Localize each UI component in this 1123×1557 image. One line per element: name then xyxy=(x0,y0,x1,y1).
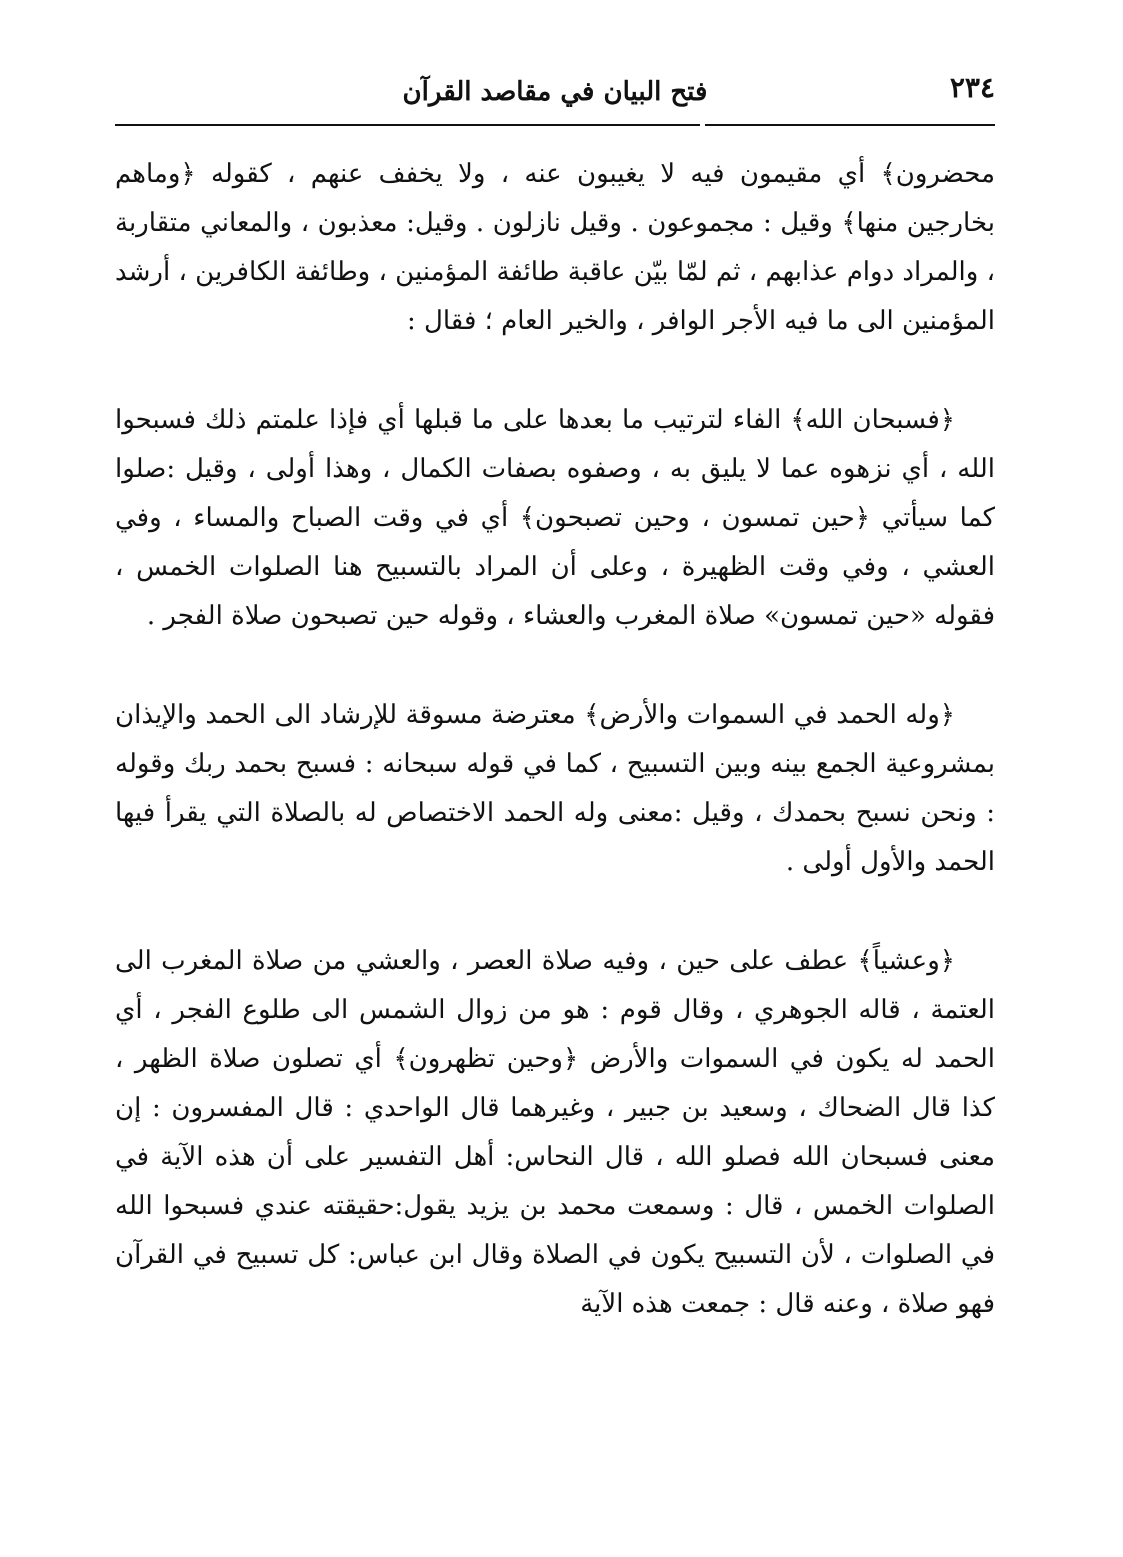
page-header xyxy=(115,62,995,126)
page-number: ٢٣٤ xyxy=(949,71,995,104)
paragraph-3: ﴿وله الحمد في السموات والأرض﴾ معترضة مسوقة للإرشاد الى الحمد والإيذان بمشروعية الجمع بينه وبين التسبيح ، كما في قوله سبحانه : فسبح بحمد ربك وقوله : ونحن نسبح بحمدك ، وقيل :معنى وله الحمد الاختصاص له بالصلاة التي يقرأ فيها الحمد والأول أولى . xyxy=(115,700,995,877)
header-rule-left xyxy=(115,124,700,126)
paragraph-4: ﴿وعشياً﴾ عطف على حين ، وفيه صلاة العصر ، والعشي من صلاة المغرب الى العتمة ، قاله الجوهري ، وقال قوم : هو من زوال الشمس الى طلوع الفجر ، أي الحمد له يكون في السموات والأرض ﴿وحين تظهرون﴾ أي تصلون صلاة الظهر ، كذا قال الضحاك ، وسعيد بن جبير ، وغيرهما قال الواحدي : قال المفسرون : إن معنى فسبحان الله فصلو الله ، قال النحاس: أهل التفسير على أن هذه الآية في الصلوات الخمس ، قال : وسمعت محمد بن يزيد يقول:حقيقته عندي فسبحوا الله في الصلوات ، لأن التسبيح يكون في الصلاة وقال ابن عباس: كل تسبيح في القرآن فهو صلاة ، وعنه قال : جمعت هذه الآية xyxy=(115,946,995,1319)
header-rule-right xyxy=(705,124,995,126)
paragraph-gap xyxy=(115,887,995,937)
running-title: فتح البيان في مقاصد القرآن xyxy=(402,77,708,107)
paragraph-2: ﴿فسبحان الله﴾ الفاء لترتيب ما بعدها على ما قبلها أي فإذا علمتم ذلك فسبحوا الله ، أي نزهوه عما لا يليق به ، وصفوه بصفات الكمال ، وهذا أولى ، وقيل :صلوا كما سيأتي ﴿حين تمسون ، وحين تصبحون﴾ أي في وقت الصباح والمساء ، وفي العشي ، وفي وقت الظهيرة ، وعلى أن المراد بالتسبيح هنا الصلوات الخمس ، فقوله «حين تمسون» صلاة المغرب والعشاء ، وقوله حين تصبحون صلاة الفجر . xyxy=(115,405,995,631)
paragraph-gap xyxy=(115,346,995,396)
page-body xyxy=(115,150,995,1329)
paragraph-1: محضرون﴾ أي مقيمون فيه لا يغيبون عنه ، ولا يخفف عنهم ، كقوله ﴿وماهم بخارجين منها﴾ وقيل : مجموعون . وقيل نازلون . وقيل: معذبون ، والمعاني متقاربة ، والمراد دوام عذابهم ، ثم لمّا بيّن عاقبة طائفة المؤمنين ، وطائفة الكافرين ، أرشد المؤمنين الى ما فيه الأجر الوافر ، والخير العام ؛ فقال : xyxy=(115,159,995,336)
paragraph-gap xyxy=(115,641,995,691)
